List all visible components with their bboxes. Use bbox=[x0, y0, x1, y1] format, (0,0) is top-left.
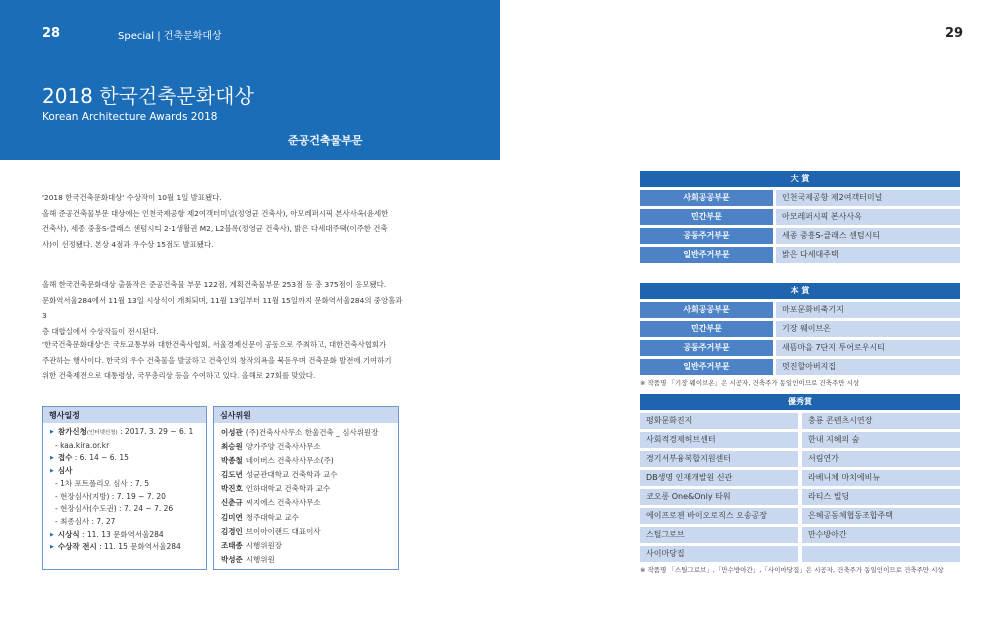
excellence-empty-cell bbox=[802, 546, 960, 562]
paragraph-line: '한국건축문화대상'은 국토교통부와 대한건축사협회, 서울경제신문이 공동으로 주최하고, 대한건축사협회가 bbox=[42, 340, 387, 349]
page-subtitle: Korean Architecture Awards 2018 bbox=[42, 111, 218, 123]
jury-member-name: 김도년 bbox=[221, 470, 243, 480]
award-category: 일반주거부문 bbox=[640, 359, 773, 375]
jury-member bbox=[221, 454, 391, 468]
schedule-item bbox=[50, 452, 199, 465]
schedule-item bbox=[50, 478, 199, 491]
jury-member-affiliation: (주)건축사사무소 한울건축 _ 심사위원장 bbox=[245, 428, 379, 437]
schedule-item-value: - 현장심사(수도권) : 7. 24 ~ 7. 26 bbox=[55, 504, 174, 514]
schedule-item-value: - 최종심사 : 7. 27 bbox=[55, 516, 116, 526]
page-title: 2018 한국건축문화대상 bbox=[42, 84, 254, 108]
excellence-work: 평화문화진지 bbox=[640, 413, 798, 429]
excellence-work: 충룡 콘텐츠시연장 bbox=[802, 413, 960, 429]
award-work: 인천국제공항 제2여객터미널 bbox=[776, 190, 960, 206]
main-prize-row bbox=[640, 359, 960, 375]
jury-box bbox=[213, 406, 399, 570]
schedule-item bbox=[50, 529, 199, 542]
schedule-title: 행사일정 bbox=[43, 407, 206, 423]
grand-prize-row bbox=[640, 228, 960, 244]
award-category: 사회공공부문 bbox=[640, 302, 773, 318]
jury-member-affiliation: 성균관대학교 건축학과 교수 bbox=[245, 470, 338, 480]
paragraph-line: 올해 한국건축문화대상 출품작은 준공건축물 부문 122점, 계획건축물부문 253점 등 총 375점이 응모됐다. bbox=[42, 280, 387, 289]
jury-member bbox=[221, 496, 391, 510]
schedule-item-label: 수상작 전시 bbox=[57, 542, 97, 552]
excellence-work: DB생명 인재개발원 신관 bbox=[640, 470, 798, 486]
excellence-header: 優秀賞 bbox=[640, 394, 960, 410]
jury-member-affiliation: 씨지에스 건축사사무소 bbox=[245, 498, 321, 508]
page-number-left: 28 bbox=[42, 26, 61, 41]
schedule-item bbox=[50, 440, 199, 453]
jury-member-name: 박성준 bbox=[221, 554, 243, 564]
jury-member bbox=[221, 525, 391, 539]
award-work: 밝은 다세대주택 bbox=[776, 247, 960, 263]
excellence-work: 스틸그로브 bbox=[640, 527, 798, 543]
schedule-item-value: - kaa.kira.or.kr bbox=[55, 440, 110, 450]
paragraph-line: 위한 건축제전으로 대통령상, 국무총리상 등을 수여하고 있다. 올해로 27회를 맞았다. bbox=[42, 371, 316, 380]
schedule-box bbox=[42, 406, 207, 570]
paragraph-line: 주관하는 행사이다. 한국의 우수 건축물을 발굴하고 건축인의 창작의욕을 북돋우며 건축문화 발전에 기여하기 bbox=[42, 355, 392, 365]
jury-member-name: 박종철 bbox=[221, 456, 243, 466]
grand-prize-row bbox=[640, 190, 960, 206]
schedule-item-value: : 11. 15 문화역서울284 bbox=[96, 542, 181, 552]
excellence-work: 코오롱 One&Only 타워 bbox=[640, 489, 798, 505]
excellence-work: 서림연가 bbox=[802, 451, 960, 467]
section-label: Special | 건축문화대상 bbox=[118, 31, 222, 42]
paragraph-line: '2018 한국건축문화대상' 수상작이 10월 1일 발표됐다. bbox=[42, 193, 222, 202]
paragraph-line: 문화역서울284에서 11월 13일 시상식이 개최되며, 11월 13일부터 11월 15일까지 문화역서울284의 중앙홀과 3 bbox=[42, 295, 403, 320]
award-category: 사회공공부문 bbox=[640, 190, 773, 206]
main-prize-header: 本 賞 bbox=[640, 283, 960, 299]
jury-member bbox=[221, 539, 391, 553]
paragraph bbox=[42, 190, 404, 252]
award-work: 아모레퍼시픽 본사사옥 bbox=[776, 209, 960, 225]
schedule-item-label: 접수 bbox=[57, 453, 73, 463]
award-work: 마포문화비축기지 bbox=[776, 302, 960, 318]
schedule-list bbox=[43, 423, 206, 557]
schedule-item-label: 시상식 bbox=[57, 529, 80, 539]
jury-member bbox=[221, 553, 391, 567]
award-work: 새뜸마을 7단지 투어로우시티 bbox=[776, 340, 960, 356]
jury-member-name: 박진호 bbox=[221, 484, 243, 494]
excellence-work: 라베니체 마치에비뉴 bbox=[802, 470, 960, 486]
schedule-item bbox=[50, 516, 199, 529]
schedule-item-value: - 1차 포트폴리오 심사 : 7. 5 bbox=[55, 478, 150, 488]
jury-member-affiliation: 시행위원장 bbox=[245, 540, 282, 550]
main-prize-footnote: ※ 작품명 「기장 웨이브온」은 시공자, 건축주가 동일인이므로 건축주만 시상 bbox=[640, 379, 860, 387]
category-label: 준공건축물부문 bbox=[288, 134, 363, 147]
main-prize-row bbox=[640, 302, 960, 318]
excellence-footnote: ※ 작품명 「스틸그로브」,「만수방아간」,「사이마당집」은 시공자, 건축주가 동일인이므로 건축주만 시상 bbox=[640, 566, 944, 574]
main-prize-row bbox=[640, 340, 960, 356]
award-category: 민간부문 bbox=[640, 321, 773, 337]
jury-member-name: 김경인 bbox=[221, 526, 243, 536]
schedule-item-note: (인터넷신청) bbox=[86, 430, 118, 436]
grand-prize-header: 大 賞 bbox=[640, 171, 960, 187]
grand-prize-row bbox=[640, 247, 960, 263]
excellence-work: 만수방아간 bbox=[802, 527, 960, 543]
jury-member-affiliation: 양가주양 건축사사무소 bbox=[245, 442, 321, 452]
paragraph-line: 올해 준공건축물부문 대상에는 인천국제공항 제2여객터미널(정영균 건축사), 아모레퍼시픽 본사사옥(윤세한 bbox=[42, 208, 389, 218]
award-work: 세종 중흥S-클래스 센텀시티 bbox=[776, 228, 960, 244]
schedule-item bbox=[50, 541, 199, 554]
jury-member bbox=[221, 440, 391, 454]
award-category: 민간부문 bbox=[640, 209, 773, 225]
excellence-work: 에이프로젠 바이오로직스 오송공장 bbox=[640, 508, 798, 524]
excellence-work: 경기서부융복합지원센터 bbox=[640, 451, 798, 467]
jury-member bbox=[221, 426, 391, 440]
award-work: 멋진할아버지집 bbox=[776, 359, 960, 375]
jury-member-name: 이성관 bbox=[221, 428, 243, 437]
jury-member bbox=[221, 468, 391, 482]
excellence-work: 라티스 빌딩 bbox=[802, 489, 960, 505]
schedule-item-label: 참가신청 bbox=[57, 427, 87, 436]
paragraph bbox=[42, 277, 404, 339]
schedule-item-value: - 현장심사(지방) : 7. 19 ~ 7. 20 bbox=[55, 491, 166, 501]
main-prize-row bbox=[640, 321, 960, 337]
paragraph-line: 사)이 선정됐다. 본상 4점과 우수상 15점도 발표됐다. bbox=[42, 239, 214, 249]
schedule-item bbox=[50, 491, 199, 504]
jury-member-name: 신춘규 bbox=[221, 498, 243, 508]
excellence-work: 사이마당집 bbox=[640, 546, 798, 562]
excellence-work: 은혜공동체협동조합주택 bbox=[802, 508, 960, 524]
award-category: 일반주거부문 bbox=[640, 247, 773, 263]
jury-list bbox=[214, 423, 398, 570]
jury-member-name: 김미연 bbox=[221, 512, 243, 522]
jury-member-name: 최승원 bbox=[221, 442, 243, 452]
jury-member-affiliation: 인하대학교 건축학과 교수 bbox=[245, 484, 331, 494]
award-category: 공동주거부문 bbox=[640, 228, 773, 244]
grand-prize-row bbox=[640, 209, 960, 225]
jury-member bbox=[221, 511, 391, 525]
jury-member bbox=[221, 482, 391, 496]
schedule-item bbox=[50, 426, 199, 440]
schedule-item bbox=[50, 503, 199, 516]
award-category: 공동주거부문 bbox=[640, 340, 773, 356]
jury-title: 심사위원 bbox=[214, 407, 398, 423]
schedule-item-value: : 2017. 3. 29 ~ 6. 1 bbox=[117, 427, 194, 436]
award-work: 기장 웨이브온 bbox=[776, 321, 960, 337]
schedule-item bbox=[50, 465, 199, 478]
jury-member-affiliation: 청주대학교 교수 bbox=[245, 512, 299, 522]
paragraph-line: 건축사), 세종 중흥S-클래스 센텀시티 2-1생활권 M2, L2블록(정영균 건축사), 밝은 다세대주택(이주한 건축 bbox=[42, 224, 388, 233]
schedule-item-value: : 11. 13 문화역서울284 bbox=[79, 529, 164, 539]
page-number-right: 29 bbox=[945, 26, 964, 41]
excellence-work: 사회적경제허브센터 bbox=[640, 432, 798, 448]
schedule-item-label: 심사 bbox=[57, 466, 73, 476]
jury-member-name: 조태종 bbox=[221, 540, 243, 550]
jury-member-affiliation: 시행위원 bbox=[245, 554, 275, 564]
paragraph-line: 층 대합실에서 수상작들이 전시된다. bbox=[42, 326, 159, 336]
jury-member-affiliation: 브이아이랜드 대표이사 bbox=[245, 526, 321, 536]
paragraph bbox=[42, 337, 404, 384]
schedule-item-value: : 6. 14 ~ 6. 15 bbox=[72, 453, 129, 463]
excellence-work: 한내 지혜의 숲 bbox=[802, 432, 960, 448]
jury-member-affiliation: 네이버스 건축사사무소(주) bbox=[245, 456, 334, 466]
